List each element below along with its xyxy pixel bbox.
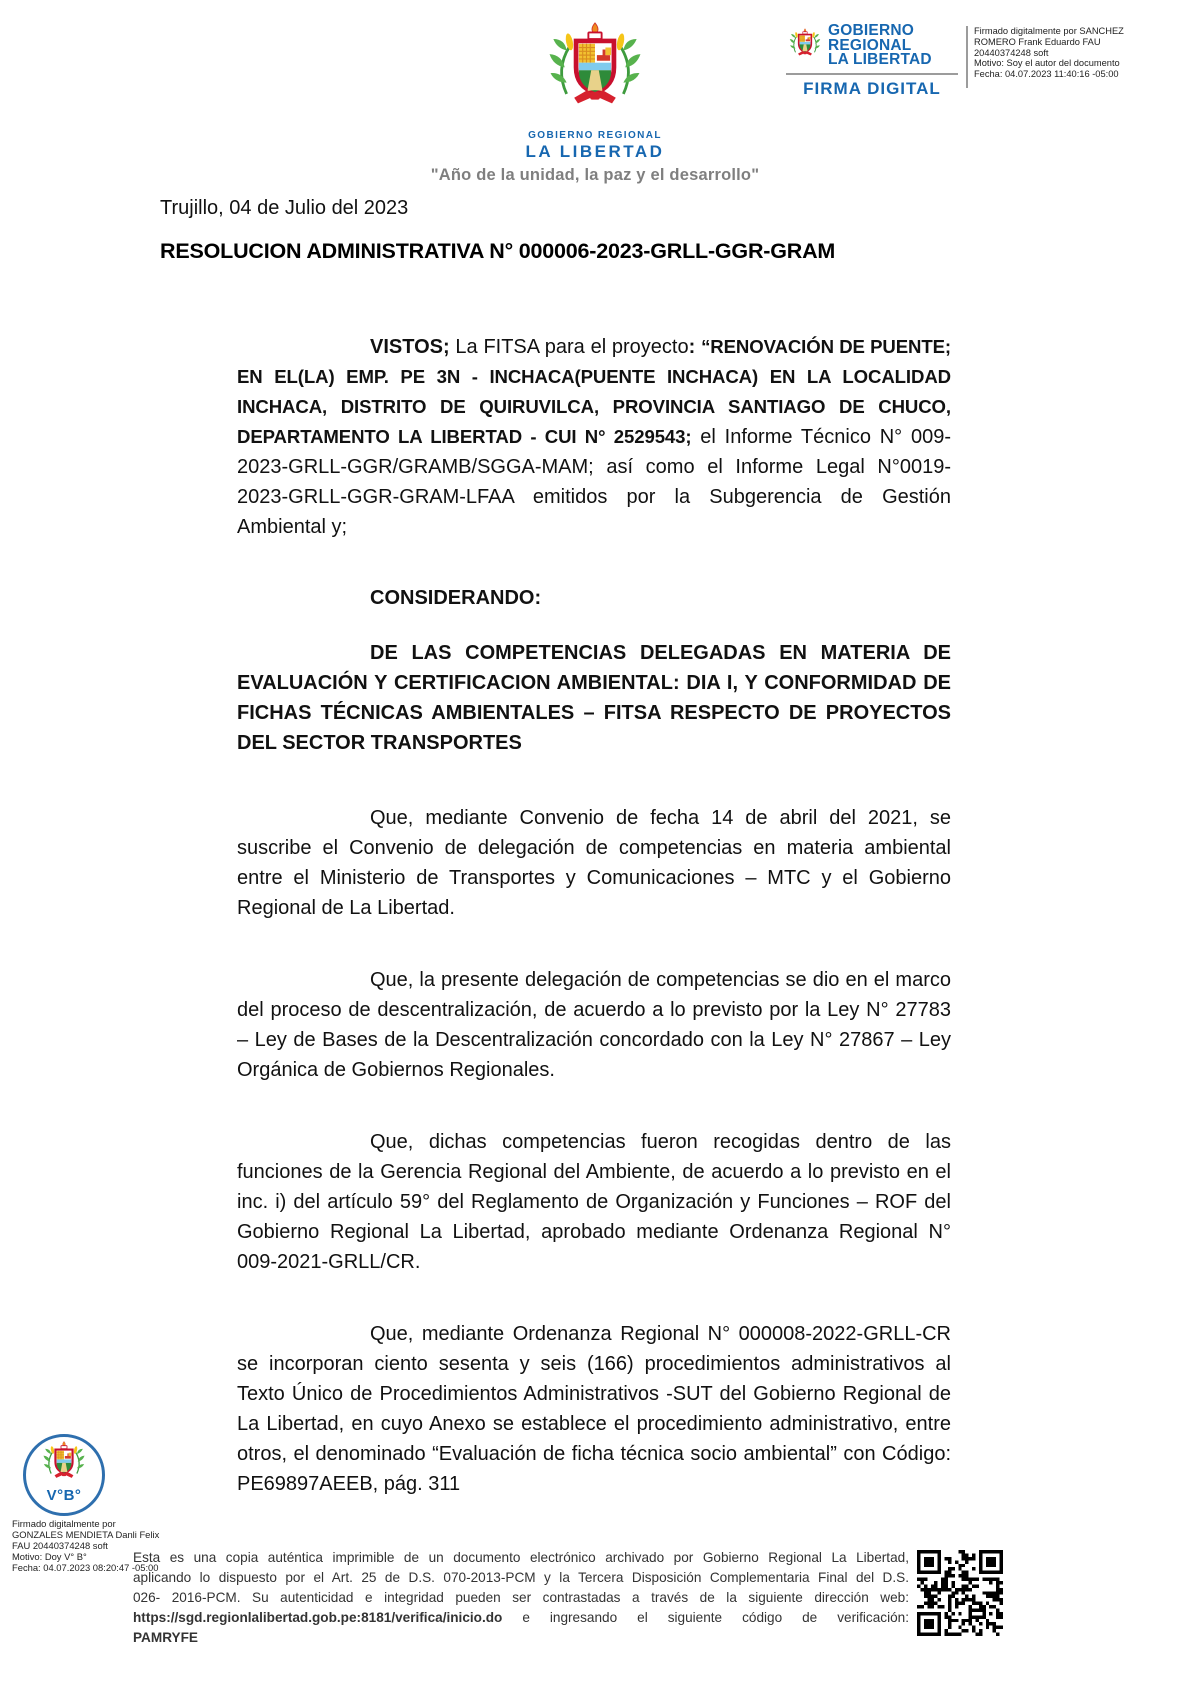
stamp-org-line: REGIONAL xyxy=(828,36,912,54)
text-run: Que, dichas competencias fueron recogidas dentro de las funciones de la Gerencia Regional del Ambiente, de acuerdo a lo previsto en el inc. i) del artículo 59° del Reglamento de Organización y Funciones – ROF del Gobierno Regional La Libertad, aprobado mediante Ordenanza Regional N° 009-2021-GRLL/CR. xyxy=(237,1131,951,1273)
text-run: https://sgd.regionlalibertad.gob.pe:8181/verifica/inicio.do xyxy=(133,1610,503,1625)
signature-line: Fecha: 04.07.2023 11:40:16 -05:00 xyxy=(974,69,1119,80)
signature-line: FAU 20440374248 soft xyxy=(12,1540,108,1551)
signature-line: Fecha: 04.07.2023 08:20:47 -05:00 xyxy=(12,1562,159,1573)
org-name-line2: LA LIBERTAD xyxy=(525,142,665,161)
firma-digital-stamp xyxy=(786,24,958,99)
resolution-title: RESOLUCION ADMINISTRATIVA N° 000006-2023-GRLL-GGR-GRAM xyxy=(160,239,836,263)
text-run: Que, la presente delegación de competencias se dio en el marco del proceso de descentralización, de acuerdo a lo previsto por la Ley N° 27783 – Ley de Bases de la Descentralización concordado con la Ley N° 27867 – Ley Orgánica de Gobiernos Regionales. xyxy=(237,969,951,1081)
signature-line: GONZALES MENDIETA Danli Felix xyxy=(12,1529,160,1540)
signature-line: Firmado digitalmente por SANCHEZ xyxy=(974,26,1124,36)
date-line: Trujillo, 04 de Julio del 2023 xyxy=(160,197,409,219)
text-run: Esta es una copia auténtica imprimible de un documento electrónico archivado por Gobierno Regional La Libertad, xyxy=(133,1550,909,1565)
firma-digital-label: FIRMA DIGITAL xyxy=(803,78,941,98)
text-run: “RENOVACIÓN DE PUENTE; EN EL(LA) EMP. PE 3N - INCHACA(PUENTE INCHACA) EN LA LOCALIDAD INCHACA, DISTRITO DE QUIRUVILCA, PROVINCIA SANTIAGO DE CHUCO, DEPARTAMENTO LA LIBERTAD - CUI N° 2529543; xyxy=(237,336,952,447)
org-name-line1: GOBIERNO REGIONAL xyxy=(528,130,662,141)
paragraph xyxy=(237,1127,951,1277)
text-run: Que, mediante Ordenanza Regional N° 000008-2022-GRLL-CR se incorporan ciento sesenta y seis (166) procedimientos administrativos al Texto Único de Procedimientos Administrativos -SUT del Gobierno Regional de La Libertad, en cuyo Anexo se establece el procedimiento administrativo, entre otros, el denominado “Evaluación de ficha técnica socio ambiental” con Código: PE69897AEEB, pág. 311 xyxy=(237,1323,951,1495)
paragraph xyxy=(237,803,951,923)
document-header xyxy=(365,22,825,185)
paragraph xyxy=(237,638,951,758)
vobo-label: V°B° xyxy=(46,1487,82,1504)
legal-line xyxy=(133,1628,909,1648)
legal-line xyxy=(133,1568,909,1588)
stamp-org-line: GOBIERNO xyxy=(828,22,914,39)
mini-coat-of-arms-icon xyxy=(786,28,824,64)
signature-line: 20440374248 soft xyxy=(974,47,1049,58)
text-run: : xyxy=(688,336,702,358)
signature-line: ROMERO Frank Eduardo FAU xyxy=(974,36,1101,47)
text-run: PAMRYFE xyxy=(133,1630,198,1645)
text-run: aplicando lo dispuesto por el Art. 25 de D.S. 070-2013-PCM y la Tercera Disposición Complementaria Final del D.S. xyxy=(133,1570,909,1585)
regional-government-coat-of-arms-logo xyxy=(538,22,652,128)
legal-line xyxy=(133,1548,909,1568)
vobo-stamp xyxy=(23,1434,105,1516)
paragraph xyxy=(237,332,951,542)
stamp-divider xyxy=(786,73,958,75)
legal-line xyxy=(133,1608,909,1628)
text-run: el Informe Técnico N° 009-2023-GRLL-GGR/GRAMB/SGGA-MAM; así como el Informe Legal N°0019-2023-GRLL-GGR-GRAM-LFAA emitidos por la Subgerencia de Gestión Ambiental y; xyxy=(237,426,951,538)
stamp-org-name xyxy=(828,24,932,68)
stamp-vertical-divider xyxy=(966,26,968,88)
text-run: CONSIDERANDO: xyxy=(370,587,542,609)
text-run: e ingresando el siguiente código de verificación: xyxy=(502,1610,909,1625)
text-run: DE LAS COMPETENCIAS DELEGADAS EN MATERIA DE EVALUACIÓN Y CERTIFICACION AMBIENTAL: DIA I, Y CONFORMIDAD DE FICHAS TÉCNICAS AMBIENTALES – FITSA RESPECTO DE PROYECTOS DEL SECTOR TRANSPORTES xyxy=(237,642,951,754)
stamp-org-line: LA LIBERTAD xyxy=(828,51,932,68)
signature-line: Firmado digitalmente por xyxy=(12,1518,116,1529)
paragraph-list xyxy=(237,332,951,1499)
year-motto: "Año de la unidad, la paz y el desarrollo" xyxy=(430,166,760,184)
qr-code xyxy=(917,1550,1003,1636)
legal-line xyxy=(133,1588,909,1608)
paragraph xyxy=(237,1319,951,1499)
text-run: VISTOS; xyxy=(370,336,450,358)
stamp-coat-of-arms-icon xyxy=(38,1441,90,1489)
text-run: 026- 2016-PCM. Su autenticidad e integridad pueden ser contrastadas a través de la siguiente dirección web: xyxy=(133,1590,909,1605)
text-run: La FITSA para el proyecto xyxy=(449,336,689,358)
digital-signature-block xyxy=(786,24,1134,99)
paragraph xyxy=(237,583,951,613)
footer-legal-text xyxy=(133,1548,909,1648)
document-body xyxy=(160,196,952,1541)
paragraph xyxy=(237,965,951,1085)
digital-signature-text xyxy=(974,24,1134,80)
signature-line: Motivo: Soy el autor del documento xyxy=(974,58,1120,69)
text-run: Que, mediante Convenio de fecha 14 de abril del 2021, se suscribe el Convenio de delegación de competencias en materia ambiental entre el Ministerio de Transportes y Comunicaciones – MTC y el Gobierno Regional de La Libertad. xyxy=(237,807,951,919)
signature-line: Motivo: Doy V° B° xyxy=(12,1551,87,1562)
